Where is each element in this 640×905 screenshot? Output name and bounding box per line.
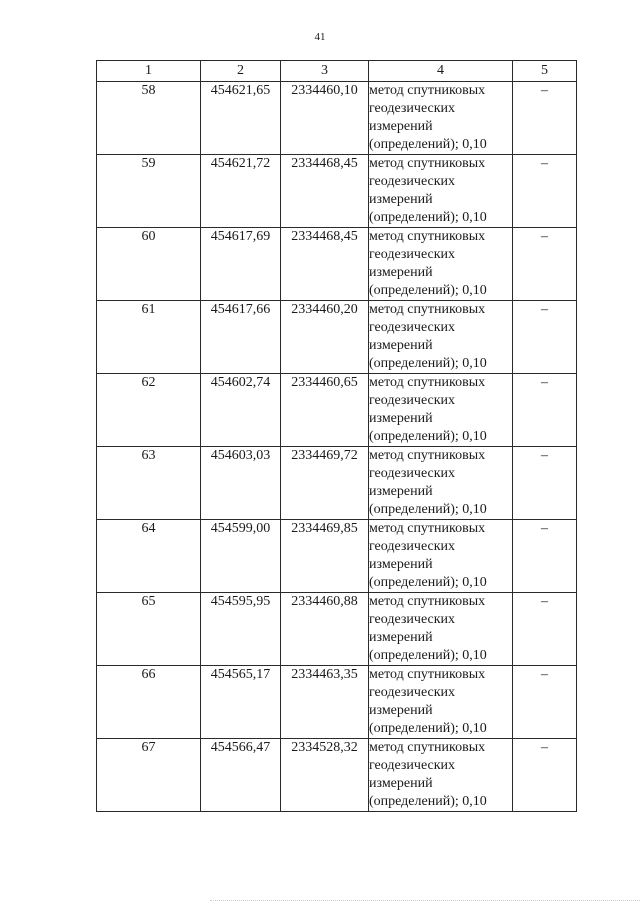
header-col-2: 2 — [201, 61, 281, 82]
y-coordinate: 2334460,88 — [281, 593, 369, 666]
x-coordinate: 454595,95 — [201, 593, 281, 666]
x-coordinate: 454603,03 — [201, 447, 281, 520]
table-row — [97, 666, 577, 739]
x-coordinate: 454617,69 — [201, 228, 281, 301]
page-number: 41 — [314, 31, 326, 43]
note-cell: – — [513, 520, 577, 593]
method-description: метод спутниковых геодезических измерений (определений); 0,10 — [369, 228, 513, 301]
table-row — [97, 447, 577, 520]
method-description: метод спутниковых геодезических измерений (определений); 0,10 — [369, 374, 513, 447]
y-coordinate: 2334460,10 — [281, 82, 369, 155]
note-cell: – — [513, 228, 577, 301]
y-coordinate: 2334528,32 — [281, 739, 369, 812]
table-row — [97, 739, 577, 812]
point-number: 64 — [97, 520, 201, 593]
header-col-4: 4 — [369, 61, 513, 82]
point-number: 61 — [97, 301, 201, 374]
y-coordinate: 2334468,45 — [281, 228, 369, 301]
table-row — [97, 520, 577, 593]
y-coordinate: 2334460,20 — [281, 301, 369, 374]
note-cell: – — [513, 374, 577, 447]
note-cell: – — [513, 301, 577, 374]
x-coordinate: 454617,66 — [201, 301, 281, 374]
point-number: 66 — [97, 666, 201, 739]
method-description: метод спутниковых геодезических измерений (определений); 0,10 — [369, 739, 513, 812]
method-description: метод спутниковых геодезических измерений (определений); 0,10 — [369, 82, 513, 155]
point-number: 65 — [97, 593, 201, 666]
point-number: 58 — [97, 82, 201, 155]
coordinates-table — [96, 60, 577, 812]
x-coordinate: 454621,72 — [201, 155, 281, 228]
y-coordinate: 2334468,45 — [281, 155, 369, 228]
note-cell: – — [513, 593, 577, 666]
table-row — [97, 228, 577, 301]
point-number: 62 — [97, 374, 201, 447]
y-coordinate: 2334469,72 — [281, 447, 369, 520]
table-row — [97, 82, 577, 155]
method-description: метод спутниковых геодезических измерений (определений); 0,10 — [369, 593, 513, 666]
table-row — [97, 155, 577, 228]
point-number: 60 — [97, 228, 201, 301]
method-description: метод спутниковых геодезических измерений (определений); 0,10 — [369, 447, 513, 520]
method-description: метод спутниковых геодезических измерений (определений); 0,10 — [369, 155, 513, 228]
note-cell: – — [513, 155, 577, 228]
x-coordinate: 454566,47 — [201, 739, 281, 812]
header-col-1: 1 — [97, 61, 201, 82]
x-coordinate: 454602,74 — [201, 374, 281, 447]
y-coordinate: 2334463,35 — [281, 666, 369, 739]
x-coordinate: 454565,17 — [201, 666, 281, 739]
note-cell: – — [513, 447, 577, 520]
table-header-row — [97, 61, 577, 82]
header-col-3: 3 — [281, 61, 369, 82]
point-number: 59 — [97, 155, 201, 228]
table-row — [97, 374, 577, 447]
note-cell: – — [513, 666, 577, 739]
method-description: метод спутниковых геодезических измерений (определений); 0,10 — [369, 301, 513, 374]
method-description: метод спутниковых геодезических измерений (определений); 0,10 — [369, 666, 513, 739]
method-description: метод спутниковых геодезических измерений (определений); 0,10 — [369, 520, 513, 593]
y-coordinate: 2334469,85 — [281, 520, 369, 593]
header-col-5: 5 — [513, 61, 577, 82]
table-row — [97, 301, 577, 374]
x-coordinate: 454599,00 — [201, 520, 281, 593]
note-cell: – — [513, 739, 577, 812]
point-number: 67 — [97, 739, 201, 812]
table-row — [97, 593, 577, 666]
note-cell: – — [513, 82, 577, 155]
y-coordinate: 2334460,65 — [281, 374, 369, 447]
point-number: 63 — [97, 447, 201, 520]
scan-artifact — [210, 900, 640, 905]
x-coordinate: 454621,65 — [201, 82, 281, 155]
